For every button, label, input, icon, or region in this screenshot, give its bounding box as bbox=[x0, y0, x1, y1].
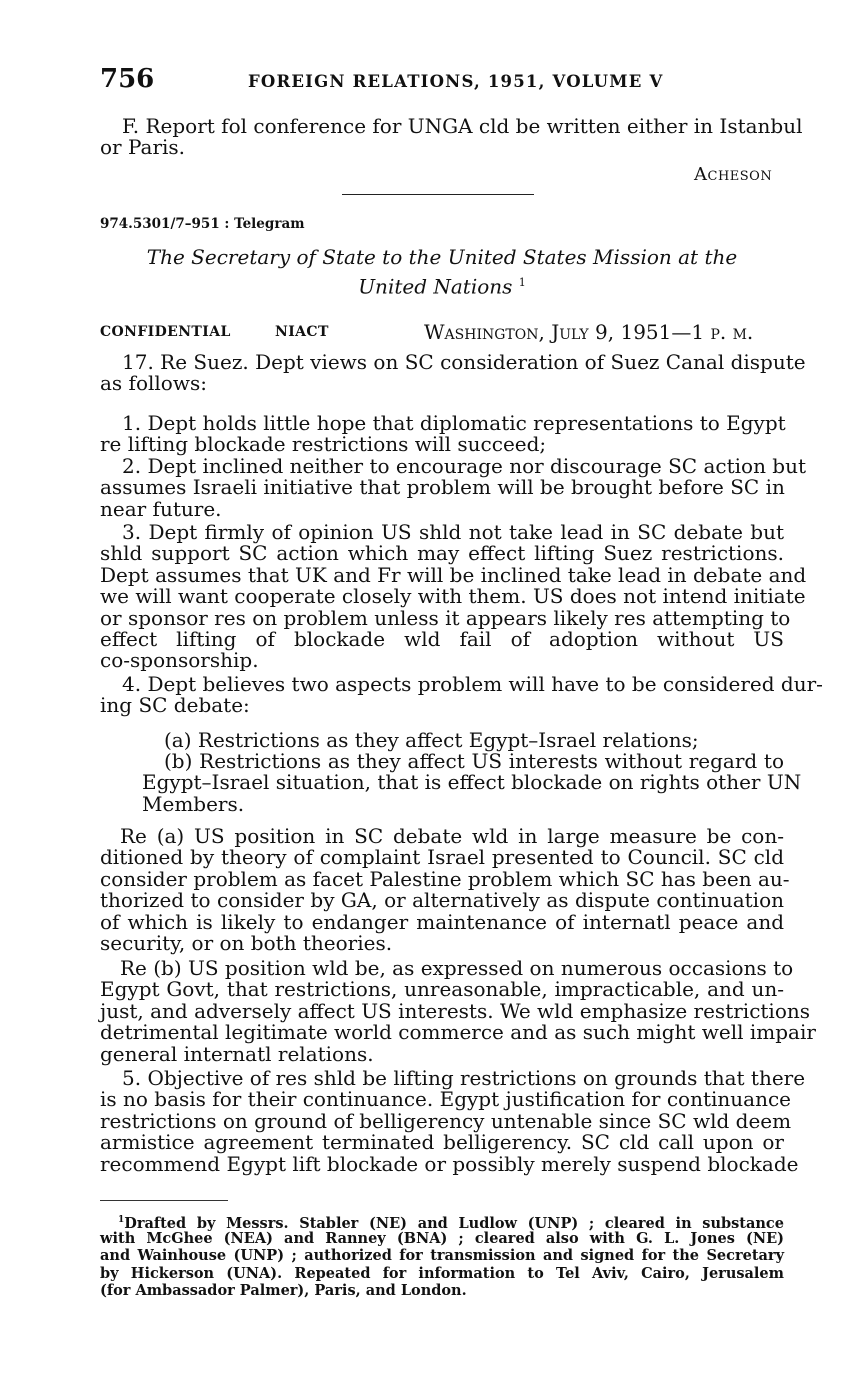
text-line: effect lifting of blockade wld fail of adoption without US bbox=[100, 626, 784, 651]
footnote-line: $^1$Drafted by Messrs. Stabler (NE) and Ludlow (UNP) ; cleared in substance bbox=[118, 1214, 784, 1232]
text-line: Egypt Govt, that restrictions, unreasonable, impracticable, and un- bbox=[100, 977, 784, 1002]
item-f-line: F. Report fol conference for UNGA cld be written either in Istanbul bbox=[122, 114, 803, 138]
text-line: near future. bbox=[100, 496, 222, 521]
text-line: Dept assumes that UK and Fr will be inclined take lead in debate and bbox=[100, 562, 807, 587]
item-5 bbox=[100, 1066, 806, 1176]
text-line: or sponsor res on problem unless it appears likely res attempting to bbox=[100, 605, 791, 630]
text-line: recommend Egypt lift blockade or possibly merely suspend blockade bbox=[100, 1151, 799, 1176]
text-line: security, or on both theories. bbox=[100, 930, 393, 955]
text-line: as follows: bbox=[100, 371, 207, 396]
item-4 bbox=[100, 672, 823, 718]
precedence-label: NIACT bbox=[275, 324, 329, 340]
paragraph-re-b-cont bbox=[100, 977, 816, 1066]
text-line: Egypt–Israel situation, that is effect blockade on rights other UN bbox=[142, 770, 802, 795]
text-line: 4. Dept believes two aspects problem will have to be considered dur- bbox=[122, 672, 823, 696]
title-line: The Secretary of State to the United States Mission at the bbox=[146, 245, 738, 269]
footnote-line: and Wainhouse (UNP) ; authorized for transmission and signed for the Secretary bbox=[100, 1247, 784, 1265]
text-line: Re (a) US position in SC debate wld in large measure be con- bbox=[120, 824, 784, 848]
running-title: FOREIGN RELATIONS, 1951, VOLUME V bbox=[248, 72, 664, 91]
page-number: 756 bbox=[100, 64, 155, 94]
text-line: just, and adversely affect US interests. We wld emphasize restrictions bbox=[100, 998, 811, 1023]
document-title bbox=[100, 244, 784, 300]
item-2 bbox=[100, 454, 807, 521]
text-line: re lifting blockade restrictions will succeed; bbox=[100, 432, 547, 457]
text-line: armistice agreement terminated belligerency. SC cld call upon or bbox=[100, 1130, 784, 1155]
file-reference: 974.5301/7–951 : Telegram bbox=[100, 216, 305, 232]
dateline: Washington, July 9, 1951—1 p. m. bbox=[424, 320, 754, 344]
signature: Acheson bbox=[694, 164, 773, 185]
text-line: ditioned by theory of complaint Israel presented to Council. SC cld bbox=[100, 845, 784, 870]
text-line: 17. Re Suez. Dept views on SC consideration of Suez Canal dispute bbox=[122, 350, 806, 374]
title-line: United Nations $^1$ bbox=[358, 274, 526, 299]
text-line: Re (b) US position wld be, as expressed on numerous occasions to bbox=[120, 956, 794, 980]
text-line: detrimental legitimate world commerce and as such might well impair bbox=[100, 1020, 816, 1045]
paragraph-re-b bbox=[120, 956, 794, 980]
item-4b bbox=[142, 749, 802, 816]
text-line: we will want cooperate closely with them. US does not intend initiate bbox=[100, 584, 806, 609]
text-line: restrictions on ground of belligerency untenable since SC wld deem bbox=[100, 1108, 792, 1133]
text-line: consider problem as facet Palestine problem which SC has been au- bbox=[100, 866, 790, 891]
footnote-marker: 1 bbox=[118, 1215, 125, 1225]
paragraph-17 bbox=[100, 350, 806, 396]
text-line: assumes Israeli initiative that problem will be brought before SC in bbox=[100, 475, 785, 500]
text-line: is no basis for their continuance. Egypt justification for continuance bbox=[100, 1087, 791, 1112]
text-line: Members. bbox=[142, 791, 245, 816]
text-line: shld support SC action which may effect lifting Suez restrictions. bbox=[100, 541, 784, 566]
footnote-ref: 1 bbox=[518, 276, 526, 289]
text-line: thorized to consider by GA, or alternatively as dispute continuation bbox=[100, 888, 784, 913]
item-f-line: or Paris. bbox=[100, 135, 186, 160]
text-line: 5. Objective of res shld be lifting restrictions on grounds that there bbox=[122, 1066, 806, 1090]
text-line: co-sponsorship. bbox=[100, 648, 259, 673]
classification-label: CONFIDENTIAL bbox=[100, 324, 231, 340]
text-line: 1. Dept holds little hope that diplomatic representations to Egypt bbox=[122, 411, 786, 435]
footnote-line: with McGhee (NEA) and Ranney (BNA) ; cleared also with G. L. Jones (NE) bbox=[100, 1229, 784, 1247]
text-line: 3. Dept firmly of opinion US shld not take lead in SC debate but bbox=[122, 520, 784, 544]
footnote-rule bbox=[100, 1200, 228, 1201]
paragraph-re-a bbox=[120, 826, 784, 847]
text-line: ing SC debate: bbox=[100, 693, 250, 718]
item-1 bbox=[100, 413, 784, 456]
text-line: of which is likely to endanger maintenance of internatl peace and bbox=[100, 909, 784, 934]
paragraph-re-a-cont bbox=[100, 845, 790, 955]
item-3 bbox=[100, 520, 807, 673]
footnote-line: (for Ambassador Palmer), Paris, and London. bbox=[100, 1282, 467, 1300]
separator-rule bbox=[342, 194, 534, 195]
text-line: (a) Restrictions as they affect Egypt–Israel relations; bbox=[164, 728, 699, 752]
previous-document-tail bbox=[100, 114, 803, 160]
text-line: general internatl relations. bbox=[100, 1041, 374, 1066]
footnote-line: by Hickerson (UNA). Repeated for information to Tel Aviv, Cairo, Jerusalem bbox=[100, 1264, 784, 1282]
text-line: (b) Restrictions as they affect US interests without regard to bbox=[164, 749, 784, 773]
footnote bbox=[100, 1212, 784, 1300]
text-line: 2. Dept inclined neither to encourage nor discourage SC action but bbox=[122, 454, 807, 478]
